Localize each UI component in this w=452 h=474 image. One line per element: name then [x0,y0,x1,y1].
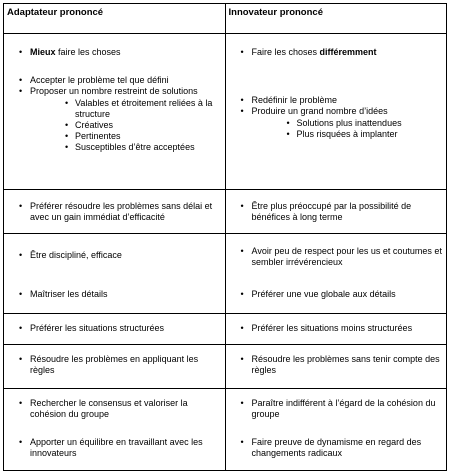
header-adaptateur: Adaptateur prononcé [4,4,226,34]
innovateur-cell-discipline [225,234,447,314]
list-item: • Faire preuve de dynamisme en regard des changements radicaux [226,437,443,459]
table-row [4,234,447,314]
list-item: • Avoir peu de respect pour les us et coutumes et sembler irrévérencieux [226,246,443,268]
list-item [4,47,221,58]
innovateur-cell-structure [225,314,447,345]
innovateur-cell-group [225,389,447,471]
item-text: faire les choses [55,47,121,57]
sub-list-item: • Susceptibles d’être acceptées [30,142,221,153]
item-text: • Produire un grand nombre d’idées [251,106,388,116]
sub-list-item: • Solutions plus inattendues [252,118,443,129]
sub-list-item: • Plus risquées à implanter [252,129,443,140]
adaptateur-cell-group [4,389,226,471]
innovateur-cell-timing [225,190,447,234]
table-row [4,389,447,471]
list-item: • Accepter le problème tel que défini [4,75,221,86]
list-item [226,106,443,140]
adaptateur-cell-approach [4,34,226,190]
item-text: • Proposer un nombre restreint de solutions [30,86,198,96]
adaptateur-cell-timing [4,190,226,234]
table-row [4,314,447,345]
bullet-list [4,234,221,300]
emphasis-differemment: différemment [319,47,377,57]
bullet-list [226,345,443,376]
list-item: • Être plus préoccupé par la possibilité de bénéfices à long terme [226,201,443,223]
comparison-table [3,3,447,471]
bullet-list [4,389,221,459]
list-item: • Préférer une vue globale aux détails [226,289,443,300]
header-row [4,4,447,34]
bullet-list [226,234,443,300]
bullet-list [226,34,443,140]
list-item: • Maîtriser les détails [4,289,221,300]
adaptateur-cell-rules [4,345,226,389]
list-item: • Apporter un équilibre en travaillant avec les innovateurs [4,437,221,459]
bullet-list [226,389,443,459]
sub-list-item: • Valables et étroitement reliées à la structure [30,98,221,120]
list-item: • Préférer résoudre les problèmes sans délai et avec un gain immédiat d’efficacité [4,201,221,223]
bullet-list [4,190,221,223]
bullet-list [4,34,221,153]
list-item: • Résoudre les problèmes en appliquant les règles [4,354,221,376]
table-row [4,190,447,234]
bullet-list [4,314,221,334]
bullet-list [226,314,443,334]
adaptateur-cell-structure [4,314,226,345]
list-item: • Préférer les situations structurées [4,323,221,334]
table-row [4,345,447,389]
bullet-list [4,345,221,376]
item-text: Faire les choses [251,47,320,57]
table-row [4,34,447,190]
list-item: • Paraître indifférent à l’égard de la cohésion du groupe [226,398,443,420]
list-item [4,86,221,153]
emphasis-mieux: Mieux [30,47,56,57]
innovateur-cell-rules [225,345,447,389]
list-item: • Être discipliné, efficace [4,250,221,261]
list-item: • Résoudre les problèmes sans tenir compte des règles [226,354,443,376]
bullet-list [226,190,443,223]
list-item: • Redéfinir le problème [226,95,443,106]
sub-list-item: • Créatives [30,120,221,131]
header-innovateur: Innovateur prononcé [225,4,447,34]
sub-list-item: • Pertinentes [30,131,221,142]
adaptateur-cell-discipline [4,234,226,314]
sub-list [252,118,443,140]
list-item: • Rechercher le consensus et valoriser la cohésion du groupe [4,398,221,420]
innovateur-cell-approach [225,34,447,190]
sub-list [30,98,221,153]
list-item [226,47,443,58]
list-item: • Préférer les situations moins structurées [226,323,443,334]
